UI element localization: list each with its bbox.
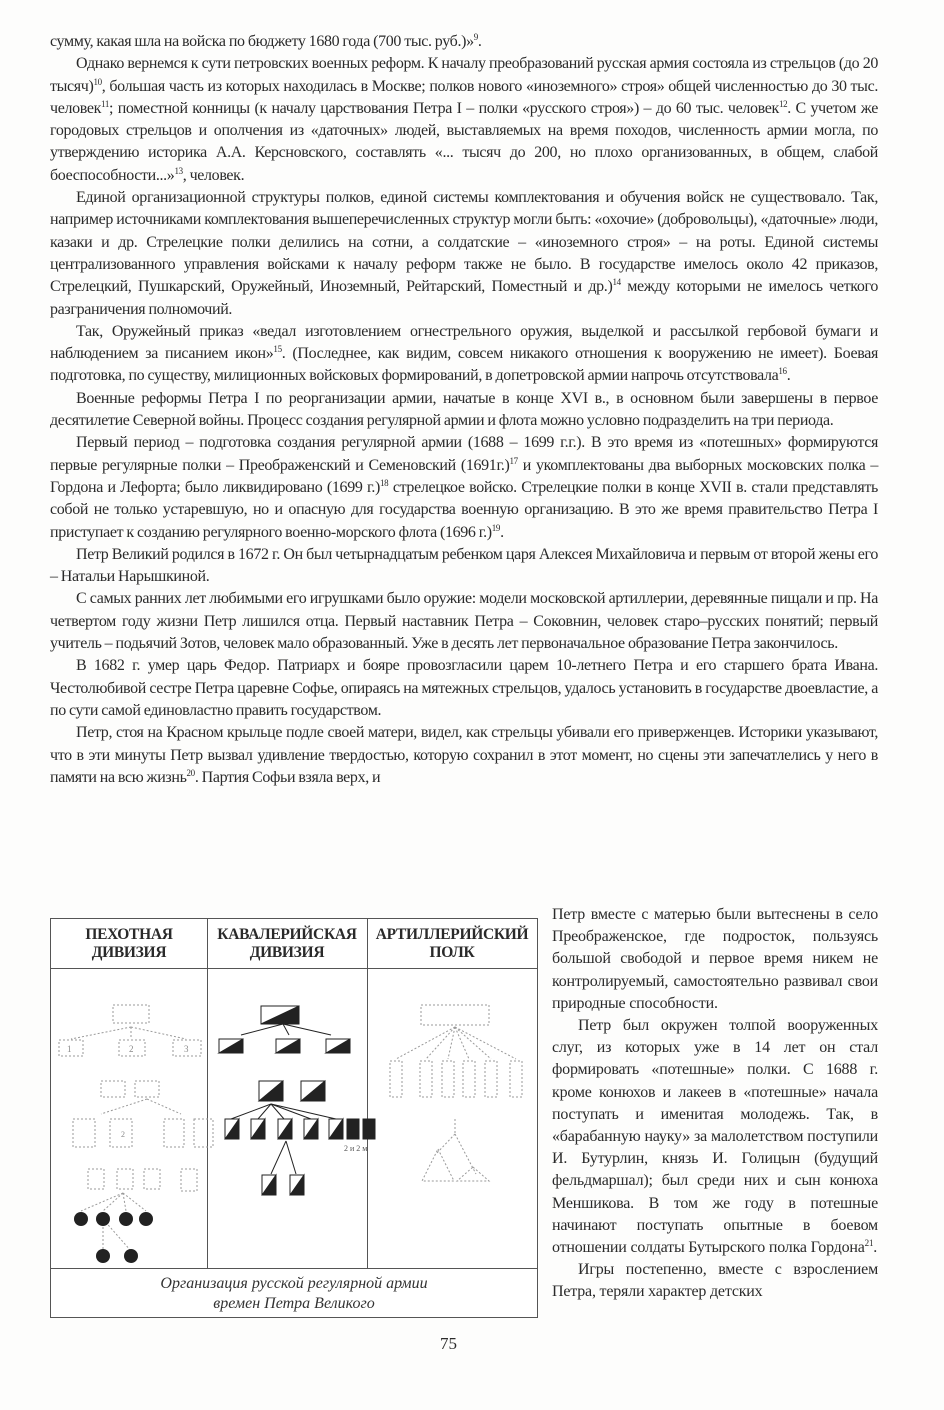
header-line: КАВАЛЕРИЙСКАЯ xyxy=(217,925,357,943)
header-line: ДИВИЗИЯ xyxy=(91,943,167,961)
paragraph xyxy=(50,655,878,722)
header-line: ПЕХОТНАЯ xyxy=(85,925,173,943)
footnote-ref: 21 xyxy=(864,1238,874,1249)
header-line: ДИВИЗИЯ xyxy=(249,943,325,961)
footnote-ref: 10 xyxy=(93,76,102,87)
text-run: . xyxy=(786,367,791,385)
footnote-ref: 14 xyxy=(612,277,621,288)
paragraph xyxy=(552,1015,878,1259)
army-organization-figure xyxy=(50,918,538,1318)
text-run: между которыми не имелось четкого разграничения полномочий. xyxy=(50,278,878,318)
paragraph xyxy=(50,544,878,589)
text-run: и укомплектованы два выборных московских полка – Гордона и Лефорта; было ликвидировано (1699 г.) xyxy=(50,456,878,496)
text-run: Так, Оружейный приказ «ведал изготовлением огнестрельного оружия, выделкой и рассылкой гербовой бумаги и наблюдением за писанием икон» xyxy=(50,322,878,363)
organization-chart-drawing xyxy=(51,969,537,1268)
text-run: В 1682 г. умер царь Федор. Патриарх и бояре провозгласили царем 10-летнего Петра и его старшего брата Ивана. Честолюбивой сестре Петра царевне Софье, опираясь на мятежных стрельцов, удалось установить в государстве двоевластие, а по сути самой единовластно править государством. xyxy=(50,657,878,719)
text-run: Однако вернемся к сути петровских военных реформ. К началу преобразований русская армия состояла из стрельцов (до 20 тысяч) xyxy=(50,55,878,95)
text-run: сумму, какая шла на войска по бюджету 1680 года (700 тыс. руб.)» xyxy=(50,33,474,50)
paragraph xyxy=(552,904,878,1015)
paragraph xyxy=(50,722,878,789)
paragraph xyxy=(50,432,878,543)
header-line: ПОЛК xyxy=(429,943,475,961)
paragraph xyxy=(50,187,878,321)
cavalry-tree xyxy=(219,1006,375,1195)
paragraph xyxy=(50,388,878,433)
infantry-regiment-number: 3 xyxy=(184,1044,189,1054)
text-run: Первый период – подготовка создания регулярной армии (1688 – 1699 г.г.). В это время из «потешных» формируются первые регулярные полки – Преображенский и Семеновский (1691г.) xyxy=(50,434,878,474)
footnote-ref: 17 xyxy=(509,455,518,466)
cavalry-note: 2 и 2 м xyxy=(344,1144,368,1153)
paragraph xyxy=(552,1259,878,1303)
footnote-ref: 15 xyxy=(273,344,282,355)
paragraph xyxy=(50,53,878,187)
footnote-ref: 20 xyxy=(186,767,195,778)
footnote-ref: 19 xyxy=(491,522,501,533)
text-run: ; поместной конницы (к началу царствования Петра I – полки «русского строя») – до 60 тыс. человек xyxy=(109,99,779,117)
text-run: Петр Великий родился в 1672 г. Он был четырнадцатым ребенком царя Алексея Михайловича и первым от второй жены его – Натальи Нарышкиной. xyxy=(50,545,878,586)
header-artillery-regiment xyxy=(367,919,537,969)
text-run: Петр, стоя на Красном крыльце подле своей матери, видел, как стрельцы убивали его приверженцев. Историки указывают, что в эти минуты Петр вызвал удивление твердостью, которую сохранил в этот момент, но сцены эти запечатлелись у него в памяти на всю жизнь xyxy=(50,724,878,786)
footnote-ref: 18 xyxy=(380,477,389,488)
text-run: . (Последнее, как видим, совсем никакого отношения к вооружению не имеет). Боевая подготовка, по существу, милиционных войсковых формирований, в допетровской армии напрочь отсутствовала xyxy=(50,345,878,385)
artillery-tree xyxy=(390,1005,522,1181)
text-run: . xyxy=(477,33,482,50)
header-line: АРТИЛЛЕРИЙСКИЙ xyxy=(375,925,529,943)
infantry-corporals xyxy=(74,1212,153,1263)
infantry-numbers xyxy=(67,1044,189,1054)
footnote-ref: 13 xyxy=(174,165,183,176)
text-run: Единой организационной структуры полков, единой системы комплектования и обучения войск не существовало. Так, например источниками комплектования вышеперечисленных структур могли быть: «охочие» (добровольцы), «даточные» люди, казаки и др. Стрелецкие полки делились на сотни, а солдатские – «иноземного строя» – на роты. Единой системы централизованного управления войсками к началу реформ также не было. В государстве имелось около 42 приказов, Стрелецкий, Пушкарский, Оружейный, Иноземный, Рейтарский, Поместный и др.) xyxy=(50,189,878,296)
header-cavalry-division xyxy=(207,919,367,969)
footnote-ref: 16 xyxy=(778,366,787,377)
caption-line: Организация русской регулярной армии xyxy=(160,1275,428,1292)
text-run: Военные реформы Петра I по реорганизации армии, начатые в конце XVI в., в основном были завершены в первое десятилетие Северной войны. Процесс создания регулярной армии и флота можно условно подразделить на три периода. xyxy=(50,389,878,430)
text-run: С самых ранних лет любимыми его игрушками было оружие: модели московской артиллерии, деревянные пищали и пр. На четвертом году жизни Петр лишился отца. Первый наставник Петра – Соковнин, человек старо–русских понятий; первый учитель – подьячий Зотов, человек мало образованный. Уже в десять лет первоначальное образование Петра закончилось. xyxy=(50,590,878,653)
infantry-regiment-number: 1 xyxy=(67,1044,72,1054)
text-run: . Партия Софьи взяла верх, и xyxy=(194,768,381,786)
paragraph xyxy=(50,321,878,388)
text-run: Петр был окружен толпой вооруженных слуг, из которых уже в 14 лет он стал формировать «потешные» полки. С 1688 г. кроме конюхов и лакеев в «потешные» начала поступать и именитая молодежь. Так, в «барабанную науку» за малолетством поступили И. Бутурлин, князь И. Голицын (будущий фельдмаршал); был среди них и сын конюха Меншикова. В том же году в потешные начинают поступать опытные в боевом отношении солдаты Бутырского полка Гордона xyxy=(552,1017,878,1257)
caption-line: времен Петра Великого xyxy=(213,1295,375,1312)
main-text-block xyxy=(50,31,878,789)
text-run: , человек. xyxy=(182,166,245,184)
page-number: 75 xyxy=(440,1334,457,1353)
text-run: . С учетом же городовых стрельцов и ополчения из «даточных» людей, выставляемых на время походов, численность армии могла, по утверждению историка А.А. Керсновского, составлять «... тысяч до 200, но плохо организованных, в общем, слабой боеспособности...» xyxy=(50,99,879,184)
text-run: . xyxy=(873,1239,878,1257)
text-run: , большая часть из которых находилась в Москве; полков нового «иноземного» строя» общей численностью до 30 тыс. человек xyxy=(50,77,878,117)
paragraph xyxy=(50,31,878,53)
text-run: Игры постепенно, вместе с взрослением Петра, теряли характер детских xyxy=(552,1261,878,1301)
infantry-battalion-number: 2 xyxy=(121,1130,125,1139)
right-column-text xyxy=(552,904,878,1304)
footnote-ref: 11 xyxy=(101,98,109,109)
header-infantry-division xyxy=(51,919,207,969)
figure-caption xyxy=(51,1268,537,1318)
text-run: . xyxy=(500,523,504,541)
footnote-ref: 9 xyxy=(473,32,478,42)
paragraph xyxy=(50,588,878,655)
infantry-regiment-number: 2 xyxy=(129,1044,134,1054)
footnote-ref: 12 xyxy=(778,98,788,109)
text-run: стрелецкое войско. Стрелецкие полки в конце XVII в. стали представлять собой не только устаревшую, но и опасную для государства военную организацию. В это же время правительство Петра I приступает к созданию регулярного военно-морского флота (1696 г.) xyxy=(50,478,878,541)
text-run: Петр вместе с матерью были вытеснены в село Преображенское, где подросток, пользуясь большой свободой и первое время никем не контролируемый, самостоятельно развивал свои природные способности. xyxy=(552,906,878,1012)
